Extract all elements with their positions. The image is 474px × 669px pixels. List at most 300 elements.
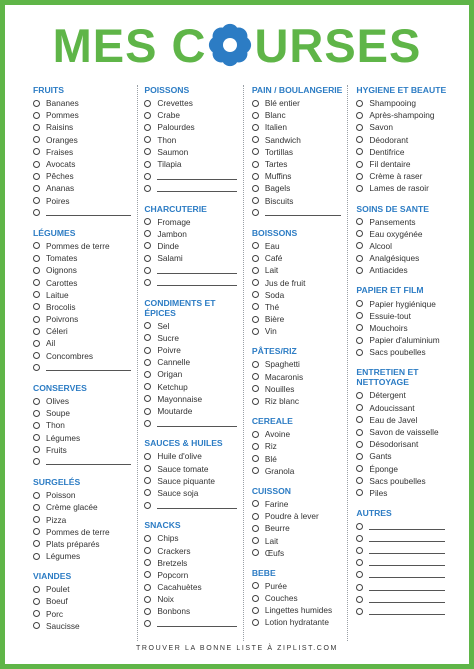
checkbox-circle[interactable] <box>33 398 40 405</box>
checkbox-circle[interactable] <box>33 364 40 371</box>
item-label: Riz <box>264 441 277 452</box>
checkbox-circle[interactable] <box>144 383 151 390</box>
list-item <box>356 593 451 605</box>
checkbox-circle[interactable] <box>144 584 151 591</box>
checkbox-circle[interactable] <box>356 161 363 168</box>
checkbox-circle[interactable] <box>144 100 151 107</box>
section <box>33 85 137 219</box>
checkbox-circle[interactable] <box>356 584 363 591</box>
list-item <box>33 350 137 362</box>
list-item <box>252 510 348 522</box>
checkbox-circle[interactable] <box>144 279 151 286</box>
list-item <box>252 97 348 109</box>
checkbox-circle[interactable] <box>33 267 40 274</box>
list-item <box>252 240 348 252</box>
checkbox-circle[interactable] <box>33 100 40 107</box>
checkbox-circle[interactable] <box>144 255 151 262</box>
checkbox-circle[interactable] <box>144 535 151 542</box>
item-label: Brocolis <box>46 301 76 312</box>
title-text-before: MES C <box>52 18 207 72</box>
checkbox-circle[interactable] <box>33 434 40 441</box>
checkbox-circle[interactable] <box>144 230 151 237</box>
checkbox-circle[interactable] <box>33 197 40 204</box>
list-item <box>144 381 243 393</box>
list-item <box>356 389 451 401</box>
blank-write-in-line[interactable] <box>369 602 445 603</box>
checkbox-circle[interactable] <box>252 185 259 192</box>
checkbox-circle[interactable] <box>252 619 259 626</box>
checkbox-circle[interactable] <box>356 136 363 143</box>
item-label: Poisson <box>46 490 76 501</box>
blank-write-in-line[interactable] <box>369 529 445 530</box>
checkbox-circle[interactable] <box>252 136 259 143</box>
checkbox-circle[interactable] <box>33 622 40 629</box>
checkbox-circle[interactable] <box>33 124 40 131</box>
item-label: Granola <box>264 465 295 476</box>
item-label: Café <box>264 253 283 264</box>
checkbox-circle[interactable] <box>252 361 259 368</box>
list-item <box>252 252 348 264</box>
item-label: Saucisse <box>46 620 80 631</box>
item-label: Lait <box>264 265 279 276</box>
item-label: Nouilles <box>264 383 295 394</box>
checkbox-circle[interactable] <box>144 465 151 472</box>
checkbox-circle[interactable] <box>356 218 363 225</box>
section <box>356 367 451 499</box>
list-item <box>356 605 451 617</box>
checkbox-circle[interactable] <box>356 185 363 192</box>
list-item <box>356 216 451 228</box>
list-item <box>33 444 137 456</box>
item-label: Mouchoirs <box>369 322 408 333</box>
checkbox-circle[interactable] <box>356 489 363 496</box>
checkbox-circle[interactable] <box>33 185 40 192</box>
list-item <box>33 325 137 337</box>
list-item <box>252 580 348 592</box>
checkbox-circle[interactable] <box>144 371 151 378</box>
item-label: Crevettes <box>157 98 193 109</box>
checkbox-circle[interactable] <box>144 322 151 329</box>
section-title: PAPIER ET FILM <box>356 285 424 296</box>
checkbox-circle[interactable] <box>33 112 40 119</box>
list-item <box>33 337 137 349</box>
checkbox-circle[interactable] <box>252 455 259 462</box>
list-item <box>252 207 348 219</box>
blank-write-in-line[interactable] <box>46 464 131 465</box>
item-label: Soda <box>264 289 285 300</box>
column-1 <box>31 85 137 641</box>
section <box>252 416 348 477</box>
page-title <box>5 13 469 77</box>
checkbox-circle[interactable] <box>144 502 151 509</box>
list-item <box>252 325 348 337</box>
item-label: Jambon <box>157 228 187 239</box>
item-label: Sacs poubelles <box>369 347 426 358</box>
item-label: Olives <box>46 396 70 407</box>
checkbox-circle[interactable] <box>252 242 259 249</box>
column-4 <box>347 85 451 641</box>
checkbox-circle[interactable] <box>33 422 40 429</box>
checkbox-circle[interactable] <box>356 429 363 436</box>
section-title: CUISSON <box>251 485 291 496</box>
list-item <box>252 395 348 407</box>
checkbox-circle[interactable] <box>252 316 259 323</box>
checkbox-circle[interactable] <box>356 453 363 460</box>
checkbox-circle[interactable] <box>252 537 259 544</box>
checkbox-circle[interactable] <box>356 148 363 155</box>
list-item <box>33 252 137 264</box>
item-label: Origan <box>157 369 183 380</box>
checkbox-circle[interactable] <box>144 547 151 554</box>
checkbox-circle[interactable] <box>144 148 151 155</box>
section <box>144 520 243 630</box>
item-label: Légumes <box>46 432 81 443</box>
checkbox-circle[interactable] <box>252 100 259 107</box>
checkbox-circle[interactable] <box>33 303 40 310</box>
checkbox-circle[interactable] <box>252 255 259 262</box>
list-item <box>356 121 451 133</box>
list-item <box>252 534 348 546</box>
checkbox-circle[interactable] <box>33 291 40 298</box>
blank-write-in-line[interactable] <box>369 565 445 566</box>
item-label: Lotion hydratante <box>264 617 329 628</box>
item-label: Tomates <box>46 253 78 264</box>
list-item <box>356 414 451 426</box>
checkbox-circle[interactable] <box>356 173 363 180</box>
blank-write-in-line[interactable] <box>265 215 342 216</box>
blank-write-in-line[interactable] <box>369 590 445 591</box>
list-item <box>144 332 243 344</box>
list-item <box>144 121 243 133</box>
item-label: Œufs <box>264 547 285 558</box>
section-title: BOISSONS <box>251 227 298 238</box>
item-label: Savon <box>369 122 393 133</box>
list-item <box>252 195 348 207</box>
checkbox-circle[interactable] <box>252 267 259 274</box>
item-label: Bonbons <box>157 606 191 617</box>
checkbox-circle[interactable] <box>33 586 40 593</box>
checkbox-circle[interactable] <box>356 255 363 262</box>
list-item <box>356 475 451 487</box>
footer-text: TROUVER LA BONNE LISTE À ZIPLIST.COM <box>136 645 338 652</box>
list-item <box>33 526 137 538</box>
checkbox-circle[interactable] <box>144 161 151 168</box>
column-2 <box>137 85 243 641</box>
checkbox-circle[interactable] <box>356 312 363 319</box>
checkbox-circle[interactable] <box>252 513 259 520</box>
item-label: Macaronis <box>264 371 304 382</box>
checkbox-circle[interactable] <box>33 148 40 155</box>
section-title: CONSERVES <box>33 382 87 393</box>
item-label: Bretzels <box>157 557 188 568</box>
checkbox-circle[interactable] <box>252 443 259 450</box>
checkbox-circle[interactable] <box>252 385 259 392</box>
section-title: SNACKS <box>144 520 181 531</box>
section-title: POISSONS <box>144 85 190 95</box>
blank-write-in-line[interactable] <box>157 191 237 192</box>
item-label: Piles <box>369 487 388 498</box>
blank-write-in-line[interactable] <box>157 273 237 274</box>
list-item <box>144 499 243 511</box>
checkbox-circle[interactable] <box>33 446 40 453</box>
checkbox-circle[interactable] <box>252 373 259 380</box>
checkbox-circle[interactable] <box>144 359 151 366</box>
item-label: Poulet <box>46 584 70 595</box>
checkbox-circle[interactable] <box>33 136 40 143</box>
item-label: Boeuf <box>46 596 68 607</box>
item-label: Purée <box>264 580 287 591</box>
checkbox-circle[interactable] <box>252 607 259 614</box>
checkbox-circle[interactable] <box>356 100 363 107</box>
checkbox-circle[interactable] <box>144 334 151 341</box>
list-item <box>33 313 137 325</box>
checkbox-circle[interactable] <box>252 500 259 507</box>
blank-write-in-line[interactable] <box>369 614 445 615</box>
checkbox-circle[interactable] <box>144 596 151 603</box>
checkbox-circle[interactable] <box>356 571 363 578</box>
title-text-after: URSES <box>254 18 422 72</box>
checkbox-circle[interactable] <box>33 410 40 417</box>
checkbox-circle[interactable] <box>144 477 151 484</box>
checkbox-circle[interactable] <box>356 416 363 423</box>
item-label: Mayonnaise <box>157 393 203 404</box>
list-item <box>144 618 243 630</box>
checkbox-circle[interactable] <box>356 230 363 237</box>
list-item <box>33 134 137 146</box>
checkbox-circle[interactable] <box>252 173 259 180</box>
item-label: Couches <box>264 593 298 604</box>
checkbox-circle[interactable] <box>356 465 363 472</box>
list-item <box>33 264 137 276</box>
item-label: Pizza <box>46 514 67 525</box>
list-item <box>144 475 243 487</box>
list-item <box>144 405 243 417</box>
checkbox-circle[interactable] <box>33 242 40 249</box>
checkbox-circle[interactable] <box>252 467 259 474</box>
checkbox-circle[interactable] <box>144 173 151 180</box>
list-item <box>33 513 137 525</box>
checkbox-circle[interactable] <box>144 571 151 578</box>
section-title: FRUITS <box>33 85 65 95</box>
checkbox-circle[interactable] <box>252 161 259 168</box>
item-label: Shampooing <box>369 98 416 109</box>
checkbox-circle[interactable] <box>356 112 363 119</box>
checkbox-circle[interactable] <box>356 441 363 448</box>
section <box>356 85 451 195</box>
checkbox-circle[interactable] <box>356 267 363 274</box>
item-label: Fruits <box>46 444 67 455</box>
checkbox-circle[interactable] <box>356 392 363 399</box>
checkbox-circle[interactable] <box>144 112 151 119</box>
checkbox-circle[interactable] <box>252 328 259 335</box>
checkbox-circle[interactable] <box>356 242 363 249</box>
item-label: Bière <box>264 314 285 325</box>
checkbox-circle[interactable] <box>252 582 259 589</box>
checkbox-circle[interactable] <box>144 453 151 460</box>
checkbox-circle[interactable] <box>356 300 363 307</box>
list-item <box>252 170 348 182</box>
checkbox-circle[interactable] <box>144 218 151 225</box>
blank-write-in-line[interactable] <box>369 577 445 578</box>
flower-icon <box>207 22 253 68</box>
list-item <box>356 463 451 475</box>
list-item <box>33 501 137 513</box>
checkbox-circle[interactable] <box>33 553 40 560</box>
item-label: Désodorisant <box>369 439 419 450</box>
checkbox-circle[interactable] <box>33 610 40 617</box>
checkbox-circle[interactable] <box>252 525 259 532</box>
checkbox-circle[interactable] <box>144 124 151 131</box>
checkbox-circle[interactable] <box>356 404 363 411</box>
checkbox-circle[interactable] <box>252 124 259 131</box>
checkbox-circle[interactable] <box>356 535 363 542</box>
checkbox-circle[interactable] <box>356 324 363 331</box>
item-label: Adoucissant <box>369 402 415 413</box>
checkbox-circle[interactable] <box>356 349 363 356</box>
checkbox-circle[interactable] <box>144 267 151 274</box>
list-item <box>252 313 348 325</box>
list-item <box>252 158 348 170</box>
checkbox-circle[interactable] <box>33 255 40 262</box>
checkbox-circle[interactable] <box>144 620 151 627</box>
section <box>356 285 451 358</box>
blank-write-in-line[interactable] <box>157 426 237 427</box>
item-label: Plats préparés <box>46 538 100 549</box>
checkbox-circle[interactable] <box>144 489 151 496</box>
list-item <box>356 346 451 358</box>
checkbox-circle[interactable] <box>252 197 259 204</box>
blank-write-in-line[interactable] <box>157 179 237 180</box>
blank-write-in-line[interactable] <box>46 215 131 216</box>
checkbox-circle[interactable] <box>252 303 259 310</box>
checkbox-circle[interactable] <box>144 408 151 415</box>
list-item <box>33 595 137 607</box>
checkbox-circle[interactable] <box>144 608 151 615</box>
checkbox-circle[interactable] <box>33 540 40 547</box>
item-label: Ananas <box>46 183 75 194</box>
checkbox-circle[interactable] <box>356 124 363 131</box>
checkbox-circle[interactable] <box>252 291 259 298</box>
item-label: Sauce piquante <box>157 475 216 486</box>
checkbox-circle[interactable] <box>33 492 40 499</box>
checkbox-circle[interactable] <box>33 352 40 359</box>
checkbox-circle[interactable] <box>33 279 40 286</box>
item-label: Pansements <box>369 216 416 227</box>
checkbox-circle[interactable] <box>356 477 363 484</box>
list-item <box>252 547 348 559</box>
checkbox-circle[interactable] <box>144 136 151 143</box>
checkbox-circle[interactable] <box>144 242 151 249</box>
item-label: Thon <box>46 420 65 431</box>
list-item <box>144 463 243 475</box>
list-item <box>252 522 348 534</box>
item-label: Détergent <box>369 390 406 401</box>
blank-write-in-line[interactable] <box>369 553 445 554</box>
checkbox-circle[interactable] <box>33 209 40 216</box>
checkbox-circle[interactable] <box>144 185 151 192</box>
checkbox-circle[interactable] <box>33 161 40 168</box>
checkbox-circle[interactable] <box>33 316 40 323</box>
item-label: Porc <box>46 608 64 619</box>
checkbox-circle[interactable] <box>356 337 363 344</box>
section-title: CHARCUTERIE <box>144 203 207 214</box>
checkbox-circle[interactable] <box>33 340 40 347</box>
checkbox-circle[interactable] <box>33 528 40 535</box>
blank-write-in-line[interactable] <box>369 541 445 542</box>
checkbox-circle[interactable] <box>252 148 259 155</box>
blank-write-in-line[interactable] <box>157 285 237 286</box>
list-item <box>356 310 451 322</box>
blank-write-in-line[interactable] <box>157 626 237 627</box>
checkbox-circle[interactable] <box>356 559 363 566</box>
list-item <box>144 569 243 581</box>
list-item <box>144 170 243 182</box>
checkbox-circle[interactable] <box>252 398 259 405</box>
list-item <box>144 557 243 569</box>
item-label: Salami <box>157 253 183 264</box>
checkbox-circle[interactable] <box>356 608 363 615</box>
checkbox-circle[interactable] <box>356 596 363 603</box>
item-label: Essuie-tout <box>369 310 411 321</box>
item-label: Carottes <box>46 277 78 288</box>
list-item <box>144 146 243 158</box>
list-item <box>144 276 243 288</box>
checkbox-circle[interactable] <box>252 112 259 119</box>
checkbox-circle[interactable] <box>33 504 40 511</box>
item-label: Avoine <box>264 429 291 440</box>
section <box>252 568 348 629</box>
item-label: Soupe <box>46 408 70 419</box>
checkbox-circle[interactable] <box>33 173 40 180</box>
list-item <box>144 487 243 499</box>
section-title: SURGELÉS <box>33 477 81 488</box>
list-item <box>252 276 348 288</box>
item-label: Papier hygiénique <box>369 298 436 309</box>
list-item <box>144 320 243 332</box>
list-item <box>33 121 137 133</box>
section <box>33 571 137 632</box>
list-item <box>356 182 451 194</box>
list-item <box>252 498 348 510</box>
list-item <box>33 158 137 170</box>
checkbox-circle[interactable] <box>33 516 40 523</box>
section <box>33 228 137 374</box>
checkbox-circle[interactable] <box>144 347 151 354</box>
blank-write-in-line[interactable] <box>46 370 131 371</box>
checkbox-circle[interactable] <box>33 458 40 465</box>
checkbox-circle[interactable] <box>356 547 363 554</box>
section <box>252 228 348 338</box>
checkbox-circle[interactable] <box>252 431 259 438</box>
checkbox-circle[interactable] <box>356 523 363 530</box>
checkbox-circle[interactable] <box>33 328 40 335</box>
blank-write-in-line[interactable] <box>157 508 237 509</box>
checkbox-circle[interactable] <box>144 420 151 427</box>
checkbox-circle[interactable] <box>33 598 40 605</box>
item-label: Dentifrice <box>369 146 405 157</box>
list-item <box>252 289 348 301</box>
list-item <box>252 264 348 276</box>
checkbox-circle[interactable] <box>252 279 259 286</box>
list-item <box>144 393 243 405</box>
checkbox-circle[interactable] <box>144 559 151 566</box>
checkbox-circle[interactable] <box>252 549 259 556</box>
column-3 <box>243 85 348 641</box>
checkbox-circle[interactable] <box>252 595 259 602</box>
checkbox-circle[interactable] <box>252 209 259 216</box>
item-label: Eau de Javel <box>369 414 418 425</box>
checkbox-circle[interactable] <box>144 395 151 402</box>
